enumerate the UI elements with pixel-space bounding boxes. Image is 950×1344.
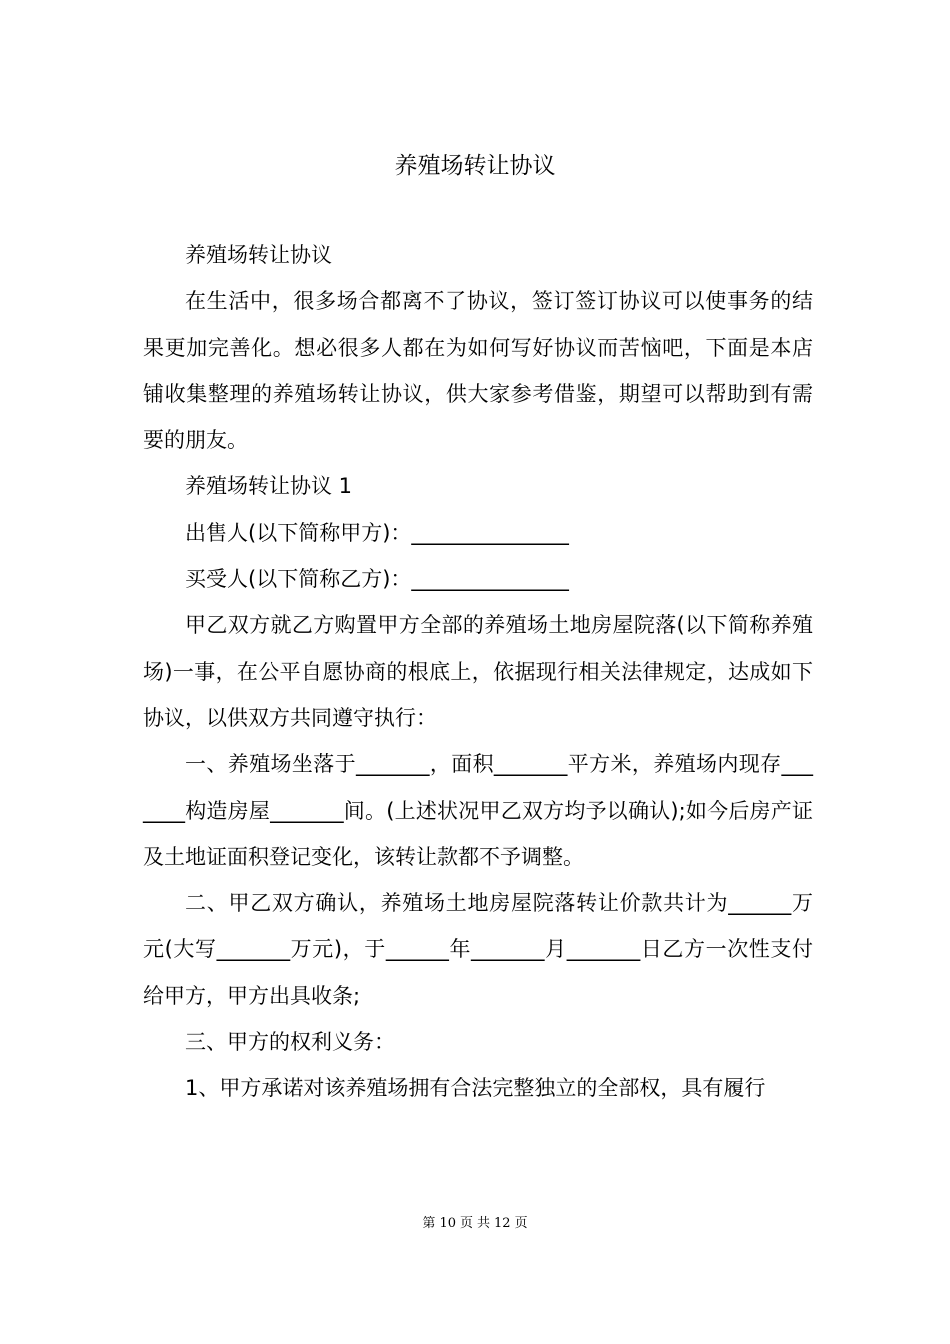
paragraph-buyer: 买受人(以下简称乙方)：_______________	[185, 567, 569, 592]
paragraph-agreement-1-heading: 养殖场转让协议 1	[185, 474, 353, 499]
document-body	[143, 232, 813, 1112]
paragraph-seller: 出售人(以下简称甲方)：_______________	[185, 520, 569, 545]
footer-ye: 页	[459, 1216, 473, 1231]
paragraph-clause-1: 一、养殖场坐落于_______，面积_______平方米，养殖场内现存_______构造房屋_______间。(上述状况甲乙双方均予以确认);如今后房产证及土地证面积登记变化，该转让款都不予调整。	[143, 752, 813, 869]
document-title: 养殖场转让协议	[394, 153, 556, 179]
footer-page-number: 10	[439, 1216, 456, 1231]
page-footer	[0, 1214, 950, 1234]
paragraph-preamble: 甲乙双方就乙方购置甲方全部的养殖场土地房屋院落(以下简称养殖场)一事，在公平自愿协商的根底上，依据现行相关法律规定，达成如下协议，以供双方共同遵守执行：	[143, 613, 813, 730]
footer-ye-end: 页	[514, 1216, 528, 1231]
paragraph-intro: 在生活中，很多场合都离不了协议，签订签订协议可以使事务的结果更加完善化。想必很多人都在为如何写好协议而苦恼吧，下面是本店铺收集整理的养殖场转让协议，供大家参考借鉴，期望可以帮助到有需要的朋友。	[143, 289, 813, 453]
paragraph-heading: 养殖场转让协议	[185, 243, 332, 267]
footer-di: 第	[422, 1216, 436, 1231]
paragraph-clause-2: 二、甲乙双方确认，养殖场土地房屋院落转让价款共计为______万元(大写_______万元)，于______年_______月_______日乙方一次性支付给甲方，甲方出具收条;	[143, 891, 813, 1008]
footer-gong: 共	[477, 1216, 491, 1231]
paragraph-clause-3-item-1: 1、甲方承诺对该养殖场拥有合法完整独立的全部权，具有履行	[185, 1076, 766, 1101]
paragraph-clause-3-heading: 三、甲方的权利义务：	[185, 1030, 395, 1055]
footer-total-pages: 12	[494, 1216, 511, 1231]
